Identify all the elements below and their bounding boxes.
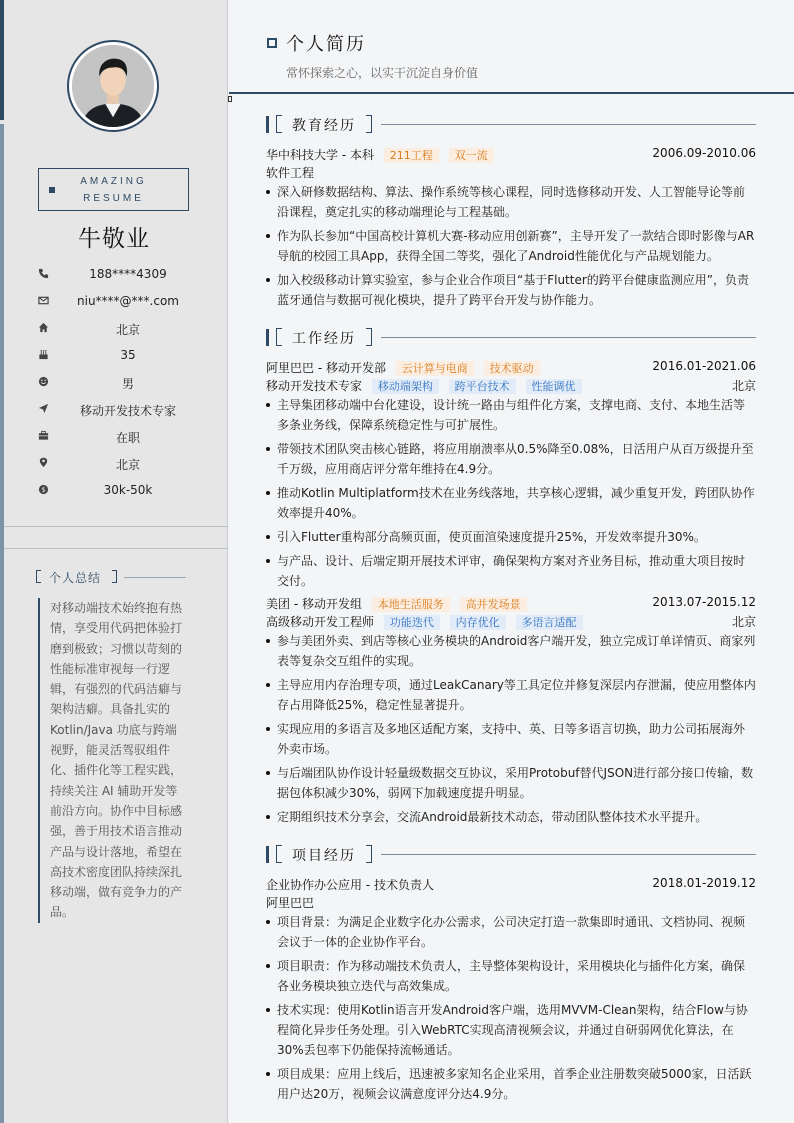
project-header-row <box>266 876 756 894</box>
company-tag: 高并发场景 <box>460 597 527 612</box>
job-bullets <box>266 631 756 827</box>
title-square-icon <box>267 38 277 48</box>
person-name: 牛敬业 <box>78 226 150 252</box>
info-gender <box>0 372 228 399</box>
badge-line1: AMAZING <box>80 176 147 187</box>
money-icon <box>38 484 49 495</box>
sidebar-divider <box>4 548 228 549</box>
location-value: 北京 <box>115 458 140 472</box>
section-bar <box>266 846 269 863</box>
bracket-left <box>276 115 282 133</box>
role-tag: 移动端架构 <box>372 379 439 394</box>
role-tag: 内存优化 <box>450 615 506 630</box>
phone-value: 188****4309 <box>89 267 167 281</box>
bracket-right <box>112 570 117 583</box>
company-tag: 云计算与电商 <box>396 361 474 376</box>
section-title: 教育经历 <box>292 118 356 134</box>
gender-value: 男 <box>121 377 134 391</box>
bracket-left <box>36 570 41 583</box>
section-bar <box>266 116 269 133</box>
project-name: 企业协作办公应用 - 技术负责人 <box>266 878 434 892</box>
status-value: 在职 <box>115 431 140 445</box>
section-title: 工作经历 <box>292 331 356 347</box>
bracket-right <box>366 328 372 346</box>
mail-icon <box>38 295 49 306</box>
job-period: 2016.01-2021.06 <box>652 359 756 373</box>
position-value: 移动开发技术专家 <box>79 404 176 418</box>
role-tag: 性能调优 <box>526 379 582 394</box>
company-tag: 本地生活服务 <box>372 597 450 612</box>
list-item: 参与美团外卖、到店等核心业务模块的Android客户端开发，独立完成订单详情页、商家列表等复杂交互组件的实现。 <box>266 631 756 671</box>
briefcase-icon <box>38 430 49 441</box>
list-item: 项目职责：作为移动端技术负责人，主导整体架构设计，采用模块化与插件化方案，确保各业务模块独立迭代与高效集成。 <box>266 956 756 996</box>
education-period: 2006.09-2010.06 <box>652 146 756 160</box>
company-name: 美团 - 移动开发组 <box>266 597 362 611</box>
job-entry-meituan <box>266 595 756 831</box>
info-phone <box>0 264 228 291</box>
list-item: 引入Flutter重构部分高频页面，使页面渲染速度提升25%，开发效率提升30%。 <box>266 527 756 547</box>
sidebar-edge-bar <box>0 0 4 120</box>
send-icon <box>38 403 49 414</box>
section-line <box>381 337 756 338</box>
job-role: 移动开发技术专家 <box>266 379 363 393</box>
list-item: 加入校级移动计算实验室，参与企业合作项目“基于Flutter的跨平台健康监测应用”，负责蓝牙通信与数据可视化模块，提升了跨平台开发与协作能力。 <box>266 270 756 310</box>
info-salary <box>0 480 228 507</box>
salary-value: 30k-50k <box>103 483 153 497</box>
bracket-right <box>366 115 372 133</box>
info-location <box>0 453 228 480</box>
phone-icon <box>38 268 49 279</box>
cake-icon <box>38 349 49 360</box>
bracket-right <box>366 845 372 863</box>
list-item: 作为队长参加“中国高校计算机大赛-移动应用创新赛”，主导开发了一款结合即时影像与AR导航的校园工具App，获得全国二等奖，强化了Android性能优化与产品规划能力。 <box>266 226 756 266</box>
section-heading-work <box>266 328 756 348</box>
list-item: 推动Kotlin Multiplatform技术在业务线落地，共享核心逻辑，减少重复开发，跨团队协作效率提升40%。 <box>266 483 756 523</box>
summary-heading <box>36 568 186 586</box>
project-period: 2018.01-2019.12 <box>652 876 756 890</box>
job-header-row <box>266 359 756 377</box>
education-header-row <box>266 146 756 164</box>
resume-badge <box>38 168 189 211</box>
section-line <box>381 854 756 855</box>
section-heading-projects <box>266 845 756 865</box>
role-tag: 功能迭代 <box>384 615 440 630</box>
bracket-left <box>276 845 282 863</box>
section-bar <box>266 329 269 346</box>
job-role-row <box>266 377 756 395</box>
job-city: 北京 <box>731 379 756 393</box>
list-item: 与产品、设计、后端定期开展技术评审，确保架构方案对齐业务目标，推动重大项目按时交付。 <box>266 551 756 591</box>
svg-text:$: $ <box>41 485 46 494</box>
page-subtitle: 常怀探索之心，以实干沉淀自身价值 <box>286 66 479 80</box>
info-home <box>0 318 228 345</box>
project-org-row <box>266 894 756 912</box>
section-line <box>381 124 756 125</box>
badge-dot <box>49 187 55 193</box>
list-item: 主导应用内存治理专项，通过LeakCanary等工具定位并修复深层内存泄漏，使应用整体内存占用降低25%，稳定性显著提升。 <box>266 675 756 715</box>
job-header-row <box>266 595 756 613</box>
info-email <box>0 291 228 318</box>
job-bullets <box>266 395 756 591</box>
home-icon <box>38 322 49 333</box>
info-position <box>0 399 228 426</box>
main-content <box>229 0 794 1123</box>
list-item: 技术实现：使用Kotlin语言开发Android客户端，选用MVVM-Clean架构，结合Flow与协程简化异步任务处理。引入WebRTC实现高清视频会议，并通过自研弱网优化算法，在30%丢包率下仍能保持流畅通话。 <box>266 1000 756 1060</box>
info-age <box>0 345 228 372</box>
project-bullets <box>266 912 756 1104</box>
summary-text: 对移动端技术始终抱有热情，享受用代码把体验打磨到极致；习惯以苛刻的性能标准审视每一行逻辑，有强烈的代码洁癖与架构洁癖。具备扎实的 Kotlin/Java 功底与跨端视野，能灵活驾驭组件化、插件化等工程实践，持续关注 AI 辅助开发等前沿方向。协作中目标感强，善于用技术语言推动产品与设计落地，希望在高技术密度团队持续深扎移动端，做有竞争力的产品。 <box>38 598 188 923</box>
header-corner-mark <box>228 96 232 102</box>
page-header <box>229 0 794 94</box>
school-name: 华中科技大学 - 本科 <box>266 148 374 162</box>
list-item: 项目成果：应用上线后，迅速被多家知名企业采用，首季企业注册数突破5000家，日活跃用户达20万，视频会议满意度评分达4.9分。 <box>266 1064 756 1104</box>
list-item: 实现应用的多语言及多地区适配方案，支持中、英、日等多语言切换，助力公司拓展海外外卖市场。 <box>266 719 756 759</box>
age-value: 35 <box>120 348 136 362</box>
info-status <box>0 426 228 453</box>
project-entry <box>266 876 756 1108</box>
location-pin-icon <box>38 457 49 468</box>
school-tag: 双一流 <box>449 148 494 163</box>
education-entry <box>266 146 756 314</box>
bracket-left <box>276 328 282 346</box>
avatar-photo <box>72 45 154 127</box>
job-role-row <box>266 613 756 631</box>
major: 软件工程 <box>266 166 315 180</box>
company-name: 阿里巴巴 - 移动开发部 <box>266 361 386 375</box>
job-city: 北京 <box>731 615 756 629</box>
job-period: 2013.07-2015.12 <box>652 595 756 609</box>
sidebar <box>0 0 228 1123</box>
email-value: niu****@***.com <box>77 294 179 308</box>
project-org: 阿里巴巴 <box>266 896 315 910</box>
avatar <box>67 40 159 132</box>
education-bullets <box>266 182 756 310</box>
school-tag: 211工程 <box>384 148 439 163</box>
job-role: 高级移动开发工程师 <box>266 615 375 629</box>
home-value: 北京 <box>115 323 140 337</box>
sidebar-divider <box>4 526 228 527</box>
role-tag: 多语言适配 <box>516 615 583 630</box>
list-item: 项目背景：为满足企业数字化办公需求，公司决定打造一款集即时通讯、文档协同、视频会议于一体的企业协作平台。 <box>266 912 756 952</box>
page-title: 个人简历 <box>286 34 366 55</box>
summary-heading-line <box>124 577 186 578</box>
role-tag: 跨平台技术 <box>449 379 516 394</box>
contact-info-list <box>0 264 228 507</box>
list-item: 定期组织技术分享会，交流Android最新技术动态，带动团队整体技术水平提升。 <box>266 807 756 827</box>
section-title: 项目经历 <box>292 848 356 864</box>
list-item: 与后端团队协作设计轻量级数据交互协议，采用Protobuf替代JSON进行部分接口传输，数据包体积减少30%，弱网下加载速度提升明显。 <box>266 763 756 803</box>
list-item: 主导集团移动端中台化建设，设计统一路由与组件化方案，支撑电商、支付、本地生活等多条业务线，保障系统稳定性与可扩展性。 <box>266 395 756 435</box>
list-item: 带领技术团队突击核心链路，将应用崩溃率从0.5%降至0.08%，日活用户从百万级提升至千万级，应用商店评分常年维持在4.9分。 <box>266 439 756 479</box>
list-item: 深入研修数据结构、算法、操作系统等核心课程，同时选修移动开发、人工智能导论等前沿课程，奠定扎实的移动端理论与工程基础。 <box>266 182 756 222</box>
summary-title: 个人总结 <box>49 571 102 585</box>
major-row <box>266 164 756 182</box>
job-entry-alibaba <box>266 359 756 595</box>
smile-icon <box>38 376 49 387</box>
company-tag: 技术驱动 <box>484 361 540 376</box>
section-heading-education <box>266 115 756 135</box>
badge-line2: RESUME <box>83 193 144 204</box>
person-portrait-icon <box>72 45 154 127</box>
